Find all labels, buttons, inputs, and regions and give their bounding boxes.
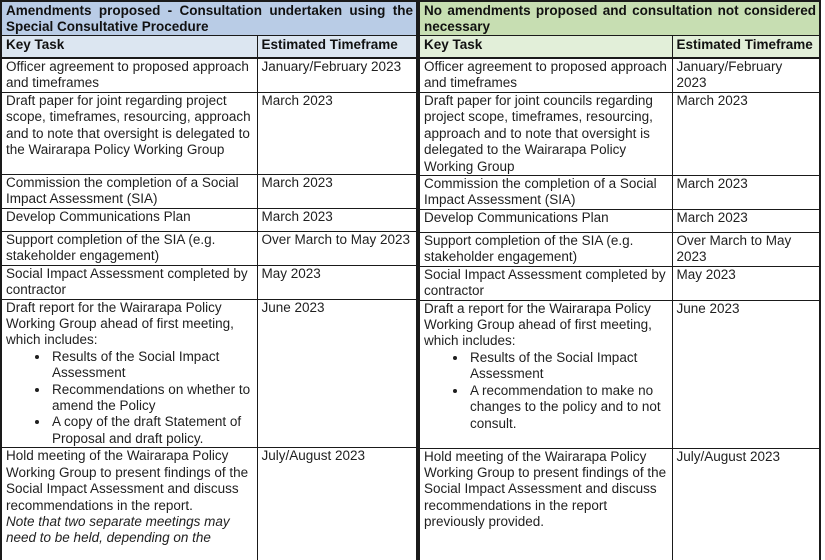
task-cell xyxy=(419,300,672,448)
task-text: Officer agreement to proposed approach and timeframes xyxy=(424,58,667,90)
task-cell xyxy=(419,266,672,300)
column-header-timeframe: Estimated Timeframe xyxy=(257,36,417,58)
table-title-row xyxy=(1,1,417,36)
task-text: Support completion of the SIA (e.g. stakeholder engagement) xyxy=(6,231,216,264)
table-row xyxy=(1,448,417,560)
table-row xyxy=(419,93,820,176)
table-row xyxy=(419,232,820,266)
timeframe-cell: Over March to May 2023 xyxy=(672,232,820,266)
table-title: Amendments proposed - Consultation undertaken using the Special Consultative Procedure xyxy=(1,1,417,36)
column-header-timeframe: Estimated Timeframe xyxy=(672,36,820,58)
task-bullet: • Recommendations on whether to amend the Policy xyxy=(50,382,254,415)
table-row xyxy=(1,175,417,209)
task-cell xyxy=(419,232,672,266)
timeframe-cell: June 2023 xyxy=(672,300,820,448)
table-row xyxy=(419,266,820,300)
table-title: No amendments proposed and consultation not considered necessary xyxy=(419,1,820,36)
task-cell xyxy=(1,231,257,265)
task-bullet-list xyxy=(6,349,254,447)
column-header-key-task: Key Task xyxy=(1,36,257,58)
task-cell xyxy=(1,58,257,93)
timeframe-cell: January/February 2023 xyxy=(672,58,820,93)
task-text: Develop Communications Plan xyxy=(6,208,191,224)
table-row xyxy=(1,93,417,175)
table-row xyxy=(419,209,820,232)
timeframe-cell: March 2023 xyxy=(257,175,417,209)
task-text: Support completion of the SIA (e.g. stakeholder engagement) xyxy=(424,232,634,265)
task-text: Commission the completion of a Social Impact Assessment (SIA) xyxy=(424,176,657,208)
table-row xyxy=(1,58,417,93)
task-cell xyxy=(1,208,257,231)
table-row xyxy=(1,265,417,299)
timeframe-cell: January/February 2023 xyxy=(257,58,417,93)
no-amendments-table xyxy=(418,0,821,560)
table-row xyxy=(419,58,820,93)
task-text: Commission the completion of a Social Impact Assessment (SIA) xyxy=(6,175,239,207)
task-bullet: • Results of the Social Impact Assessment xyxy=(50,349,254,382)
task-cell xyxy=(419,176,672,210)
timeframe-cell: July/August 2023 xyxy=(672,448,820,560)
task-cell xyxy=(1,265,257,299)
column-header-row xyxy=(419,36,820,58)
task-text: Officer agreement to proposed approach and timeframes xyxy=(6,58,249,90)
table-row xyxy=(419,176,820,210)
table-row xyxy=(419,300,820,448)
table-row xyxy=(1,208,417,231)
table-row xyxy=(419,448,820,560)
task-text: Develop Communications Plan xyxy=(424,209,609,225)
task-note: Note that two separate meetings may need to be held, depending on the xyxy=(6,513,230,546)
timeframe-cell: July/August 2023 xyxy=(257,448,417,560)
task-text: Social Impact Assessment completed by contractor xyxy=(424,266,666,299)
column-header-row xyxy=(1,36,417,58)
task-cell xyxy=(1,448,257,560)
task-cell xyxy=(419,58,672,93)
column-header-key-task: Key Task xyxy=(419,36,672,58)
timeframe-cell: March 2023 xyxy=(672,209,820,232)
task-cell xyxy=(1,299,257,448)
task-text: Hold meeting of the Wairarapa Policy Working Group to present findings of the Social Impact Assessment and discuss recommendations in the report. xyxy=(6,448,249,513)
timeframe-cell: Over March to May 2023 xyxy=(257,231,417,265)
timeframe-cell: March 2023 xyxy=(257,208,417,231)
table-row xyxy=(1,231,417,265)
task-text: Draft paper for joint regarding project scope, timeframes, resourcing, approach and to note that oversight is delegated to the Wairarapa Policy Working Group xyxy=(6,93,251,158)
task-cell xyxy=(419,209,672,232)
task-cell xyxy=(1,93,257,175)
table-title-row xyxy=(419,1,820,36)
table-row xyxy=(1,299,417,448)
timeframe-cell: May 2023 xyxy=(672,266,820,300)
task-bullet-list xyxy=(424,350,669,432)
task-cell xyxy=(419,93,672,176)
timeframe-cell: March 2023 xyxy=(672,93,820,176)
task-text: Hold meeting of the Wairarapa Policy Working Group to present findings of the Social Impact Assessment and discuss recommendations in the report previously provided. xyxy=(424,448,667,530)
timeframe-cell: March 2023 xyxy=(257,93,417,175)
task-bullet: • A copy of the draft Statement of Proposal and draft policy. xyxy=(50,414,254,447)
task-text: Draft a report for the Wairarapa Policy Working Group ahead of first meeting, which includes: xyxy=(424,300,652,349)
timeframe-cell: June 2023 xyxy=(257,299,417,448)
timeframe-cell: March 2023 xyxy=(672,176,820,210)
task-bullet: • Results of the Social Impact Assessment xyxy=(468,350,669,383)
task-text: Draft report for the Wairarapa Policy Working Group ahead of first meeting, which includes: xyxy=(6,299,234,348)
task-cell xyxy=(1,175,257,209)
task-cell xyxy=(419,448,672,560)
task-bullet: • A recommendation to make no changes to the policy and to not consult. xyxy=(468,383,669,432)
task-text: Draft paper for joint councils regarding project scope, timeframes, resourcing, approach and to note that oversight is delegated to the Wairarapa Policy Working Group xyxy=(424,93,653,174)
timeframe-cell: May 2023 xyxy=(257,265,417,299)
task-text: Social Impact Assessment completed by contractor xyxy=(6,265,248,298)
